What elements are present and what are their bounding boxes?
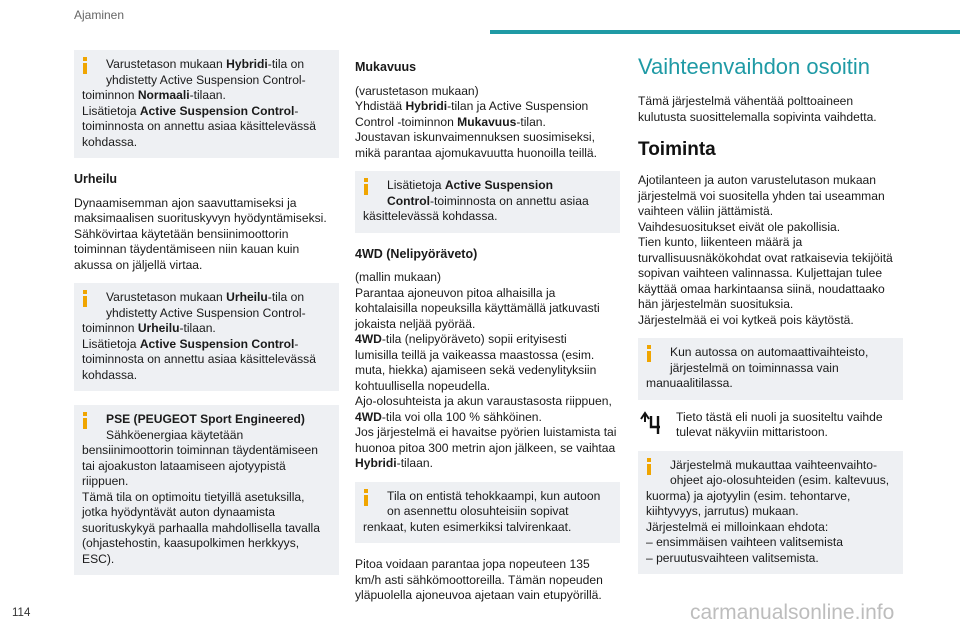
text: hän järjestelmän suosituksia. xyxy=(638,297,794,311)
gear-shift-indicator-icon xyxy=(638,410,664,436)
info-icon xyxy=(364,489,368,506)
text: huonoa pitoa 300 metrin ajon jälkeen, se vaihtaa xyxy=(355,440,616,455)
gear-indicator-row xyxy=(638,410,903,441)
text: bensiinimoottorin toiminnan täydentämiseen xyxy=(82,443,318,457)
text: -toiminnosta on annettu asiaa xyxy=(430,193,589,208)
text: kohdassa. xyxy=(82,367,138,382)
toiminta-paragraph xyxy=(638,173,903,328)
text: Varustetason mukaan xyxy=(106,290,227,304)
text: Control -toiminnon xyxy=(355,114,458,129)
text: manuaalitilassa. xyxy=(646,376,733,390)
text: Hybridi xyxy=(355,456,397,470)
column-2 xyxy=(355,50,620,604)
text: kiihtyvyys, jarrutus) mukaan. xyxy=(646,504,799,518)
text: käsittelevässä kohdassa. xyxy=(363,209,498,223)
info-icon xyxy=(83,57,87,74)
text: (varustetason mukaan) xyxy=(355,83,479,98)
text: Tien kunto, liikenteen määrä ja xyxy=(638,235,803,249)
text: toiminnosta on annettu asiaa käsittelevässä xyxy=(82,119,316,133)
text: yhdistetty Active Suspension Control- xyxy=(106,72,306,87)
text: jokaista neljää pyörää. xyxy=(355,316,476,331)
text: Normaali xyxy=(137,88,190,102)
text: (mallin mukaan) xyxy=(355,270,442,284)
text: Tämä tila on optimoitu tietyillä asetuksilla, xyxy=(82,489,305,504)
text: - xyxy=(294,103,299,118)
text: – peruutusvaihteen valitsemista. xyxy=(646,550,819,565)
text: Yhdistää xyxy=(355,99,406,113)
text: Ajo-olosuhteista ja akun varaustasosta riippuen, xyxy=(355,394,612,408)
text: Kun autossa on automaattivaihteisto, xyxy=(670,345,869,359)
text: -tilan ja Active Suspension xyxy=(447,99,589,113)
text: Sähkövirtaa käytetään bensiinimoottorin xyxy=(74,226,289,241)
section-heading-urheilu: Urheilu xyxy=(74,172,118,186)
text: toiminnosta on annettu asiaa käsittelevässä xyxy=(82,352,316,366)
text: käyttää omaa harkintaansa siinä, noudattaako xyxy=(638,281,885,296)
section-heading-4wd: 4WD (Nelipyöräveto) xyxy=(355,246,478,261)
text: Sähköenergiaa käytetään xyxy=(106,427,244,442)
text: yläpuolella ajoneuvoa ajetaan vain etupyörillä. xyxy=(355,588,602,602)
text: Urheilu xyxy=(137,321,180,335)
text: Järjestelmä ei milloinkaan ehdota: xyxy=(646,519,829,534)
text: -tila voi olla 100 % sähköinen. xyxy=(381,409,542,424)
text: PSE (PEUGEOT Sport Engineered) xyxy=(106,412,305,426)
text: Active Suspension xyxy=(444,178,554,192)
text: riippuen. xyxy=(82,474,129,488)
page-number: 114 xyxy=(12,607,31,619)
text: kuorma) ja ajotyylin (esim. tehontarve, xyxy=(646,488,851,503)
info-note-adapt xyxy=(638,451,903,575)
text: toiminnon xyxy=(82,321,138,335)
text: järjestelmä voi suositella yhden tai useamman xyxy=(638,188,885,203)
info-note-urheilu xyxy=(74,283,339,391)
text: akussa on jäljellä virtaa. xyxy=(74,257,203,272)
info-note-hybrid xyxy=(74,50,339,158)
text: -tila on xyxy=(267,57,305,71)
info-icon xyxy=(647,458,651,475)
text: mikä parantaa ajomukavuutta huonoilla teillä. xyxy=(355,145,598,160)
text: Vaihdesuositukset eivät ole pakollisia. xyxy=(638,219,841,234)
running-header: Ajaminen xyxy=(74,8,125,22)
header-accent-bar xyxy=(490,30,960,34)
text: -tilaan. xyxy=(396,456,433,470)
text: -tilaan. xyxy=(189,88,226,102)
text: tulevat näkyviin mittaristoon. xyxy=(676,425,828,439)
text: on asennettu olosuhteisiin sopivat xyxy=(387,504,569,518)
text: (ohjastehostin, kaasupolkimen herkkyys, xyxy=(82,536,300,550)
text: yhdistetty Active Suspension Control- xyxy=(106,305,306,320)
section-heading-toiminta: Toiminta xyxy=(638,139,716,160)
text: -tila on xyxy=(267,290,305,304)
text: järjestelmä on toiminnassa vain xyxy=(670,360,839,375)
info-note-tyres xyxy=(355,482,620,544)
text: Urheilu xyxy=(226,290,268,304)
text: Tieto tästä eli nuoli ja suositeltu vaihde xyxy=(676,409,883,424)
text: toiminnon xyxy=(82,88,138,102)
text: Active Suspension Control xyxy=(139,103,295,118)
text: ESC). xyxy=(82,551,115,566)
text: Tämä järjestelmä vähentää polttoaineen xyxy=(638,94,854,108)
text: – ensimmäisen vaihteen valitsemista xyxy=(646,535,843,549)
text: vaihteen väliin jättämistä. xyxy=(638,204,774,218)
text: Hybridi xyxy=(405,99,448,113)
text: Tila on entistä tehokkaampi, kun autoon xyxy=(387,488,601,503)
column-3 xyxy=(638,50,903,574)
text: Control xyxy=(387,193,430,208)
text: Active Suspension Control xyxy=(139,336,295,351)
text: 4WD xyxy=(355,409,382,424)
text: sopivan vaihteen valinnassa. Kuljettajan tulee xyxy=(638,266,883,280)
text: Lisätietoja xyxy=(387,178,445,192)
text: Järjestelmää ei voi kytkeä pois käytöstä. xyxy=(638,312,854,327)
info-note-pse xyxy=(74,405,339,575)
text: kohtalaisilla nopeuksilla käyttämällä jatkuvasti xyxy=(355,301,600,315)
text: -tilaan. xyxy=(179,321,216,335)
urheilu-paragraph xyxy=(74,196,339,274)
text: tai ajoakuston lataamiseen ajotyypistä xyxy=(82,458,286,473)
info-icon xyxy=(83,290,87,307)
section-heading-mukavuus: Mukavuus xyxy=(355,60,417,74)
text: renkaat, kuten esimerkiksi talvirenkaat. xyxy=(363,519,572,534)
text: Varustetason mukaan xyxy=(106,57,227,71)
text: suorituskykyä parhaalla mahdollisella tavalla xyxy=(82,520,320,535)
text: kohtuullisella nopeudella. xyxy=(355,378,491,393)
text: maksimaalisen suorituskyvyn hyödyntämiseksi. xyxy=(74,211,327,225)
watermark: carmanualsonline.info xyxy=(690,601,895,624)
column-1 xyxy=(74,50,339,575)
text: muta, hiekka) ajamiseen sekä vedenylityksiin xyxy=(355,363,597,377)
text: Järjestelmä mukauttaa vaihteenvaihto- xyxy=(670,457,878,472)
text: -tilan. xyxy=(516,114,546,129)
text: kohdassa. xyxy=(82,134,138,149)
text: Parantaa ajoneuvon pitoa alhaisilla ja xyxy=(355,285,556,300)
text: jotka hyödyntävät auton dynaamista xyxy=(82,505,275,519)
text: km/h asti sähkömoottoreilla. Tämän nopeuden xyxy=(355,572,603,587)
text: 4WD xyxy=(355,332,382,346)
text: turvallisuusnäkökohdat ovat ratkaisevia tekijöitä xyxy=(638,250,893,265)
text: Joustavan iskunvaimennuksen suosimiseksi, xyxy=(355,130,595,144)
text: toiminnan täydentämiseen niin kauan kuin xyxy=(74,242,300,256)
text: Hybridi xyxy=(226,57,268,71)
text: Ajotilanteen ja auton varustelutason mukaan xyxy=(638,173,877,187)
text: Dynaamisemman ajon saavuttamiseksi ja xyxy=(74,195,297,210)
text: Mukavuus xyxy=(457,114,517,129)
text: kulutusta suosittelemalla sopivinta vaihdetta. xyxy=(638,109,877,124)
info-icon xyxy=(83,412,87,429)
text: Lisätietoja xyxy=(82,103,140,118)
text: - xyxy=(294,336,299,351)
info-note-asc xyxy=(355,171,620,233)
text: -tila (nelipyöräveto) sopii erityisesti xyxy=(381,332,567,346)
info-icon xyxy=(647,345,651,362)
text: lumisilla teillä ja vaikeassa maastossa (esim. xyxy=(355,347,595,362)
text: Lisätietoja xyxy=(82,336,140,351)
text: Jos järjestelmä ei havaitse pyörien luistamista tai xyxy=(355,425,617,439)
page-title: Vaihteenvaihdon osoitin xyxy=(638,54,870,79)
info-note-automatic xyxy=(638,338,903,400)
text: Pitoa voidaan parantaa jopa nopeuteen 135 xyxy=(355,557,590,571)
text: ohjeet ajo-olosuhteiden (esim. kaltevuus, xyxy=(670,473,890,487)
info-icon xyxy=(364,178,368,195)
